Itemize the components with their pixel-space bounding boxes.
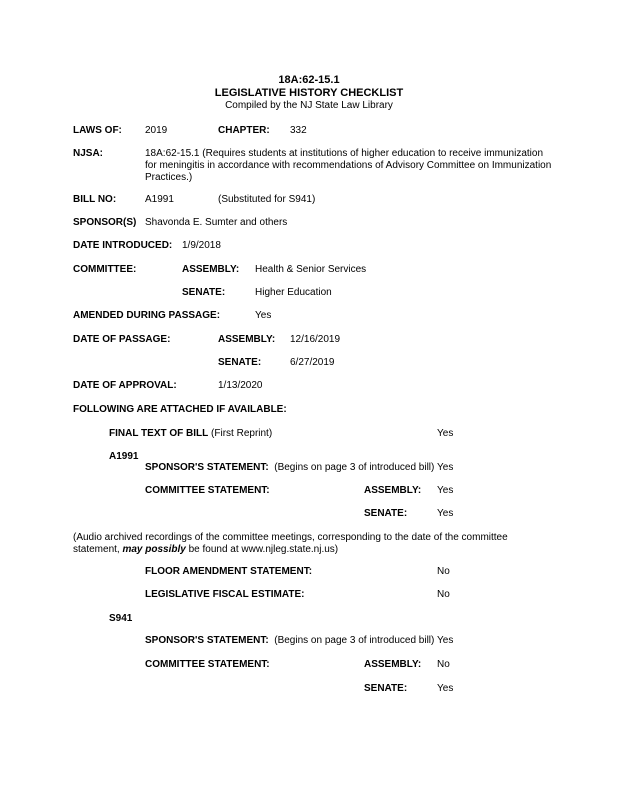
date-introduced-label: DATE INTRODUCED: (73, 240, 173, 251)
a1991-sponsor-note: (Begins on page 3 of introduced bill) (274, 462, 435, 473)
s941-sponsor-row (145, 635, 434, 647)
s941-senate-value: Yes (437, 683, 454, 694)
sponsors-value: Shavonda E. Sumter and others (145, 217, 288, 228)
bill-no-value: A1991 (145, 194, 174, 205)
fiscal-estimate-value: No (437, 589, 450, 600)
audio-note-line-1: (Audio archived recordings of the committee meetings, corresponding to the date of the committee (73, 532, 508, 543)
committee-senate-label: SENATE: (182, 287, 226, 298)
date-introduced-value: 1/9/2018 (182, 240, 221, 251)
a1991-committee-label: COMMITTEE STATEMENT: (145, 485, 270, 496)
s941-label: S941 (109, 613, 133, 624)
statute-number: 18A:62-15.1 (278, 74, 340, 86)
committee-assembly-label: ASSEMBLY: (182, 264, 240, 275)
a1991-sponsor-value: Yes (437, 462, 454, 473)
njsa-label: NJSA: (73, 148, 104, 159)
committee-label: COMMITTEE: (73, 264, 137, 275)
njsa-line-1: 18A:62-15.1 (Requires students at institutions of higher education to receive immunization (145, 148, 544, 159)
audio-note-post: be found at www.njleg.state.nj.us) (185, 544, 339, 555)
passage-senate-label: SENATE: (218, 357, 262, 368)
final-text-label: FINAL TEXT OF BILL (109, 428, 209, 439)
final-text-value: Yes (437, 428, 454, 439)
floor-amendment-label: FLOOR AMENDMENT STATEMENT: (145, 566, 313, 577)
a1991-assembly-value: Yes (437, 485, 454, 496)
laws-of-label: LAWS OF: (73, 125, 122, 136)
passage-assembly-value: 12/16/2019 (290, 334, 341, 345)
attached-heading: FOLLOWING ARE ATTACHED IF AVAILABLE: (73, 404, 287, 415)
committee-senate-value: Higher Education (255, 287, 332, 298)
a1991-assembly-label: ASSEMBLY: (364, 485, 422, 496)
amended-label: AMENDED DURING PASSAGE: (73, 310, 221, 321)
s941-sponsor-label: SPONSOR'S STATEMENT: (145, 635, 269, 646)
s941-senate-label: SENATE: (364, 683, 408, 694)
passage-assembly-label: ASSEMBLY: (218, 334, 276, 345)
final-text-note: (First Reprint) (211, 428, 273, 439)
s941-sponsor-value: Yes (437, 635, 454, 646)
fiscal-estimate-label: LEGISLATIVE FISCAL ESTIMATE: (145, 589, 305, 600)
amended-value: Yes (255, 310, 272, 321)
a1991-senate-label: SENATE: (364, 508, 408, 519)
a1991-senate-value: Yes (437, 508, 454, 519)
njsa-line-2: for meningitis in accordance with recommendations of Advisory Committee on Immunization (145, 160, 552, 171)
chapter-label: CHAPTER: (218, 125, 270, 136)
date-of-passage-label: DATE OF PASSAGE: (73, 334, 171, 345)
a1991-sponsor-label: SPONSOR'S STATEMENT: (145, 462, 269, 473)
compiled-by: Compiled by the NJ State Law Library (225, 100, 393, 111)
a1991-sponsor-row (145, 462, 434, 474)
s941-sponsor-note: (Begins on page 3 of introduced bill) (274, 635, 435, 646)
s941-committee-label: COMMITTEE STATEMENT: (145, 659, 270, 670)
final-text-row (109, 428, 272, 440)
bill-no-note: (Substituted for S941) (218, 194, 316, 205)
sponsors-label: SPONSOR(S) (73, 217, 137, 228)
chapter-value: 332 (290, 125, 307, 136)
floor-amendment-value: No (437, 566, 450, 577)
s941-assembly-value: No (437, 659, 450, 670)
date-of-approval-value: 1/13/2020 (218, 380, 263, 391)
audio-note-line-2 (73, 544, 338, 556)
bill-no-label: BILL NO: (73, 194, 117, 205)
a1991-label: A1991 (109, 451, 139, 462)
page-title: LEGISLATIVE HISTORY CHECKLIST (214, 87, 404, 99)
committee-assembly-value: Health & Senior Services (255, 264, 367, 275)
audio-note-emphasis: may possibly (122, 544, 186, 555)
njsa-line-3: Practices.) (145, 172, 193, 183)
date-of-approval-label: DATE OF APPROVAL: (73, 380, 177, 391)
s941-assembly-label: ASSEMBLY: (364, 659, 422, 670)
laws-of-value: 2019 (145, 125, 168, 136)
passage-senate-value: 6/27/2019 (290, 357, 335, 368)
audio-note-pre: statement, (73, 544, 123, 555)
